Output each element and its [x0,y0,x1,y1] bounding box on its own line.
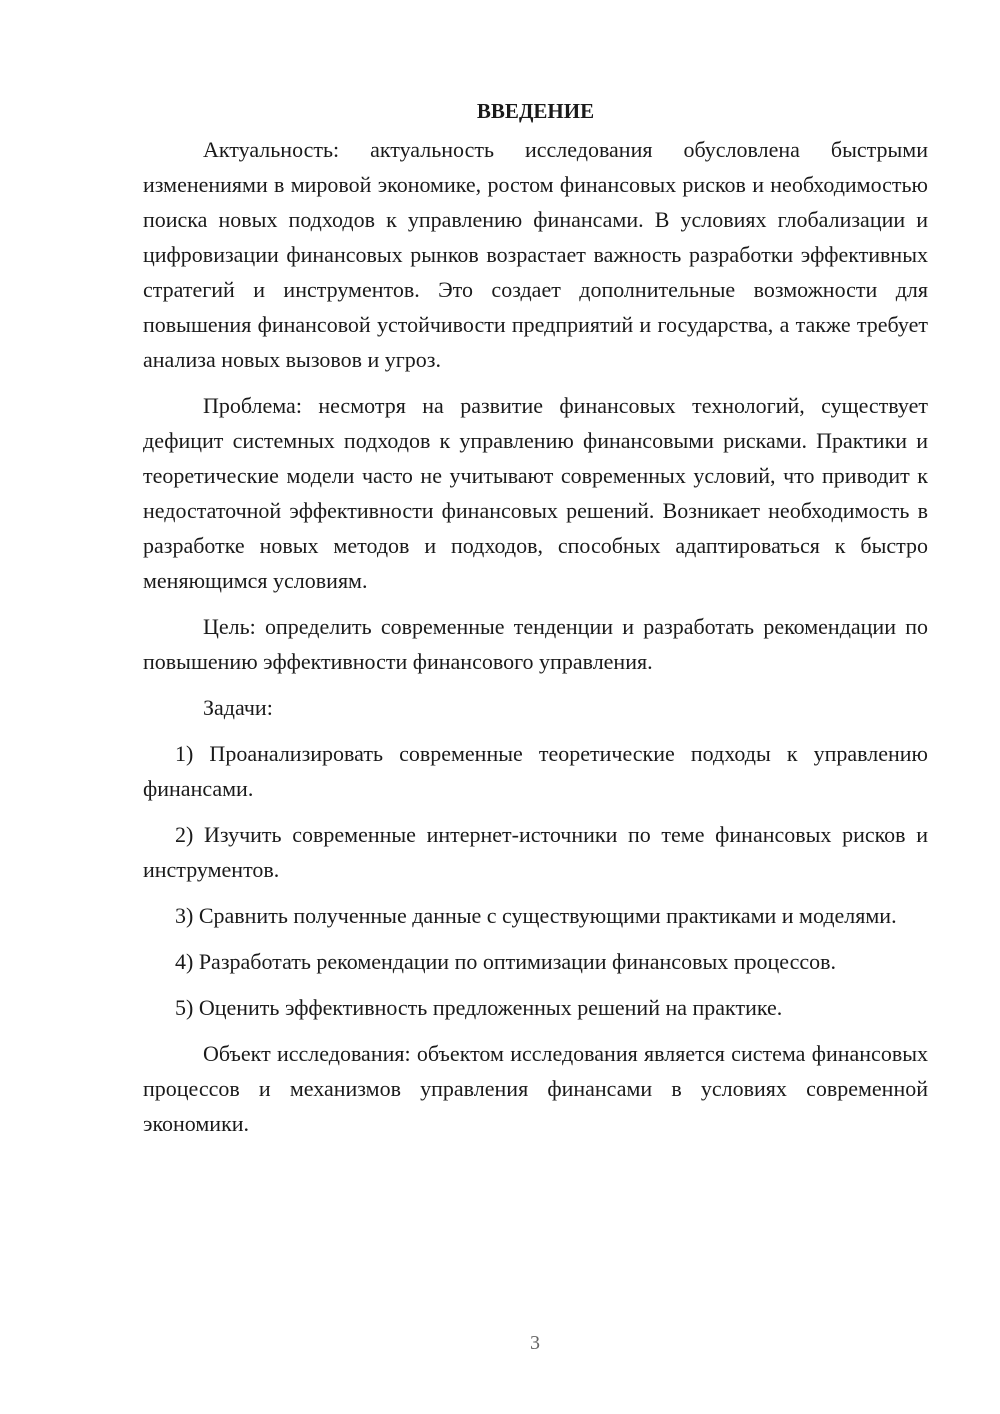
goal-paragraph: Цель: определить современные тенденции и разработать рекомендации по повышению эффективности финансового управления. [143,614,928,674]
task-item-2: 2) Изучить современные интернет-источники по теме финансовых рисков и инструментов. [143,822,928,882]
task-item-5: 5) Оценить эффективность предложенных решений на практике. [175,995,783,1020]
object-paragraph: Объект исследования: объектом исследования является система финансовых процессов и механизмов управления финансами в условиях современной экономики. [143,1041,928,1136]
relevance-paragraph: Актуальность: актуальность исследования обусловлена быстрыми изменениями в мировой экономике, ростом финансовых рисков и необходимостью поиска новых подходов к управлению финансами. В условиях глобализации и цифровизации финансовых рынков возрастает важность разработки эффективных стратегий и инструментов. Это создает дополнительные возможности для повышения финансовой устойчивости предприятий и государства, а также требует анализа новых вызовов и угроз. [143,137,928,372]
task-item-1: 1) Проанализировать современные теоретические подходы к управлению финансами. [143,741,928,801]
document-page [143,96,928,1152]
problem-paragraph: Проблема: несмотря на развитие финансовых технологий, существует дефицит системных подходов к управлению финансовыми рисками. Практики и теоретические модели часто не учитывают современных условий, что приводит к недостаточной эффективности финансовых решений. Возникает необходимость в разработке новых методов и подходов, способных адаптироваться к быстро меняющимся условиям. [143,393,928,593]
task-item-4: 4) Разработать рекомендации по оптимизации финансовых процессов. [175,949,837,974]
task-item-3: 3) Сравнить полученные данные с существующими практиками и моделями. [175,903,897,928]
page-number: 3 [530,1332,540,1354]
section-title: ВВЕДЕНИЕ [476,99,595,123]
tasks-heading: Задачи: [203,695,273,720]
